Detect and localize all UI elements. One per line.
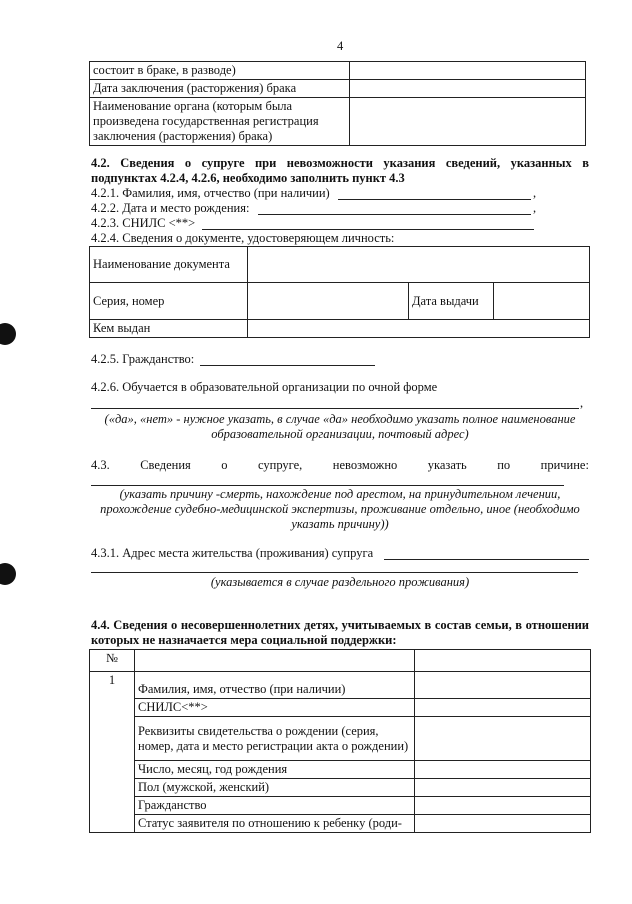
field-4-2-3-line[interactable]: [202, 229, 534, 230]
child-field-fio-value[interactable]: [415, 672, 591, 699]
field-4-2-5-line[interactable]: [200, 365, 375, 366]
children-table: [89, 649, 591, 833]
child-field-applicant-status: Статус заявителя по отношению к ребенку (роди-: [135, 815, 415, 833]
child-field-sex: Пол (мужской, женский): [135, 779, 415, 797]
field-4-2-6-line[interactable]: [91, 408, 579, 409]
marriage-row-date-value[interactable]: [350, 80, 586, 98]
field-4-2-2-label: 4.2.2. Дата и место рождения:: [91, 201, 250, 215]
doc-issue-date-label: Дата выдачи: [409, 283, 494, 320]
field-4-3-1-label: 4.3.1. Адрес места жительства (проживания) супруга: [91, 546, 374, 560]
identity-document-table: [89, 246, 590, 338]
children-row-number: 1: [90, 672, 135, 833]
field-4-3-1-line-1[interactable]: [384, 559, 589, 560]
word: невозможно: [332, 458, 398, 472]
doc-series-label: Серия, номер: [90, 283, 248, 320]
section-4-2-heading: 4.2. Сведения о супруге при невозможности указания сведений, указанных в подпунктах 4.2.4, 4.2.6, необходимо заполнить пункт 4.3: [91, 156, 589, 185]
doc-series-value[interactable]: [248, 283, 409, 320]
marriage-table: [89, 61, 586, 146]
comma: ,: [533, 186, 537, 200]
child-field-birth-date: Число, месяц, год рождения: [135, 761, 415, 779]
marriage-row-authority-value[interactable]: [350, 98, 586, 146]
punch-hole-upper: [0, 323, 16, 345]
field-4-3-1-line-2[interactable]: [91, 572, 578, 573]
child-field-snils: СНИЛС<**>: [135, 699, 415, 717]
doc-issued-by-label: Кем выдан: [90, 320, 248, 338]
doc-issue-date-value[interactable]: [494, 283, 590, 320]
doc-name-label: Наименование документа: [90, 247, 248, 283]
field-4-2-3-label: 4.2.3. СНИЛС <**>: [91, 216, 196, 230]
section-4-4-heading: 4.4. Сведения о несовершеннолетних детях, учитываемых в состав семьи, в отношении которых не назначается мера социальной поддержки:: [91, 618, 589, 647]
marriage-row-date: Дата заключения (расторжения) брака: [90, 80, 350, 98]
word: Сведения: [140, 458, 191, 472]
field-4-2-5-label: 4.2.5. Гражданство:: [91, 352, 195, 366]
child-field-applicant-status-value[interactable]: [415, 815, 591, 833]
doc-name-value[interactable]: [248, 247, 590, 283]
child-field-citizenship: Гражданство: [135, 797, 415, 815]
children-no-header: №: [90, 650, 135, 672]
comma: ,: [580, 396, 584, 410]
field-4-2-1-line[interactable]: [338, 199, 531, 200]
page-number: 4: [337, 39, 344, 53]
field-4-2-6-label: 4.2.6. Обучается в образовательной организации по очной форме: [91, 380, 438, 394]
child-field-citizenship-value[interactable]: [415, 797, 591, 815]
marriage-row-authority: Наименование органа (которым была произведена государственная регистрация заключения (расторжения) брака): [90, 98, 350, 146]
child-field-birth-certificate: Реквизиты свидетельства о рождении (серия, номер, дата и место регистрации акта о рождении): [135, 717, 415, 761]
word: о: [221, 458, 228, 472]
word: супруге,: [258, 458, 303, 472]
word: 4.3.: [91, 458, 110, 472]
field-4-3-note: (указать причину -смерть, нахождение под арестом, на принудительном лечении, прохождение судебно-медицинской экспертизы, проживание отдельно, иное (необходимо указать причину)): [100, 487, 580, 531]
marriage-row-status: состоит в браке, в разводе): [90, 62, 350, 80]
word: указать: [427, 458, 467, 472]
field-4-2-6-note: («да», «нет» - нужное указать, в случае «да» необходимо указать полное наименование образовательной организации, почтовый адрес): [104, 412, 576, 441]
field-4-2-2-line[interactable]: [258, 214, 531, 215]
word: причине:: [540, 458, 589, 472]
field-4-2-4-label: 4.2.4. Сведения о документе, удостоверяющем личность:: [91, 231, 395, 245]
section-4-3-line: [91, 458, 589, 473]
children-header-blank: [135, 650, 415, 672]
field-4-3-1-note: (указывается в случае раздельного проживания): [210, 575, 470, 589]
comma: ,: [533, 201, 537, 215]
word: по: [497, 458, 511, 472]
child-field-birth-certificate-value[interactable]: [415, 717, 591, 761]
field-4-2-1-label: 4.2.1. Фамилия, имя, отчество (при наличии): [91, 186, 330, 200]
children-header-value: [415, 650, 591, 672]
doc-issued-by-value[interactable]: [248, 320, 590, 338]
field-4-3-reason-line[interactable]: [91, 485, 564, 486]
punch-hole-lower: [0, 563, 16, 585]
child-field-birth-date-value[interactable]: [415, 761, 591, 779]
marriage-row-status-value[interactable]: [350, 62, 586, 80]
child-field-snils-value[interactable]: [415, 699, 591, 717]
child-field-fio: Фамилия, имя, отчество (при наличии): [135, 672, 415, 699]
child-field-sex-value[interactable]: [415, 779, 591, 797]
